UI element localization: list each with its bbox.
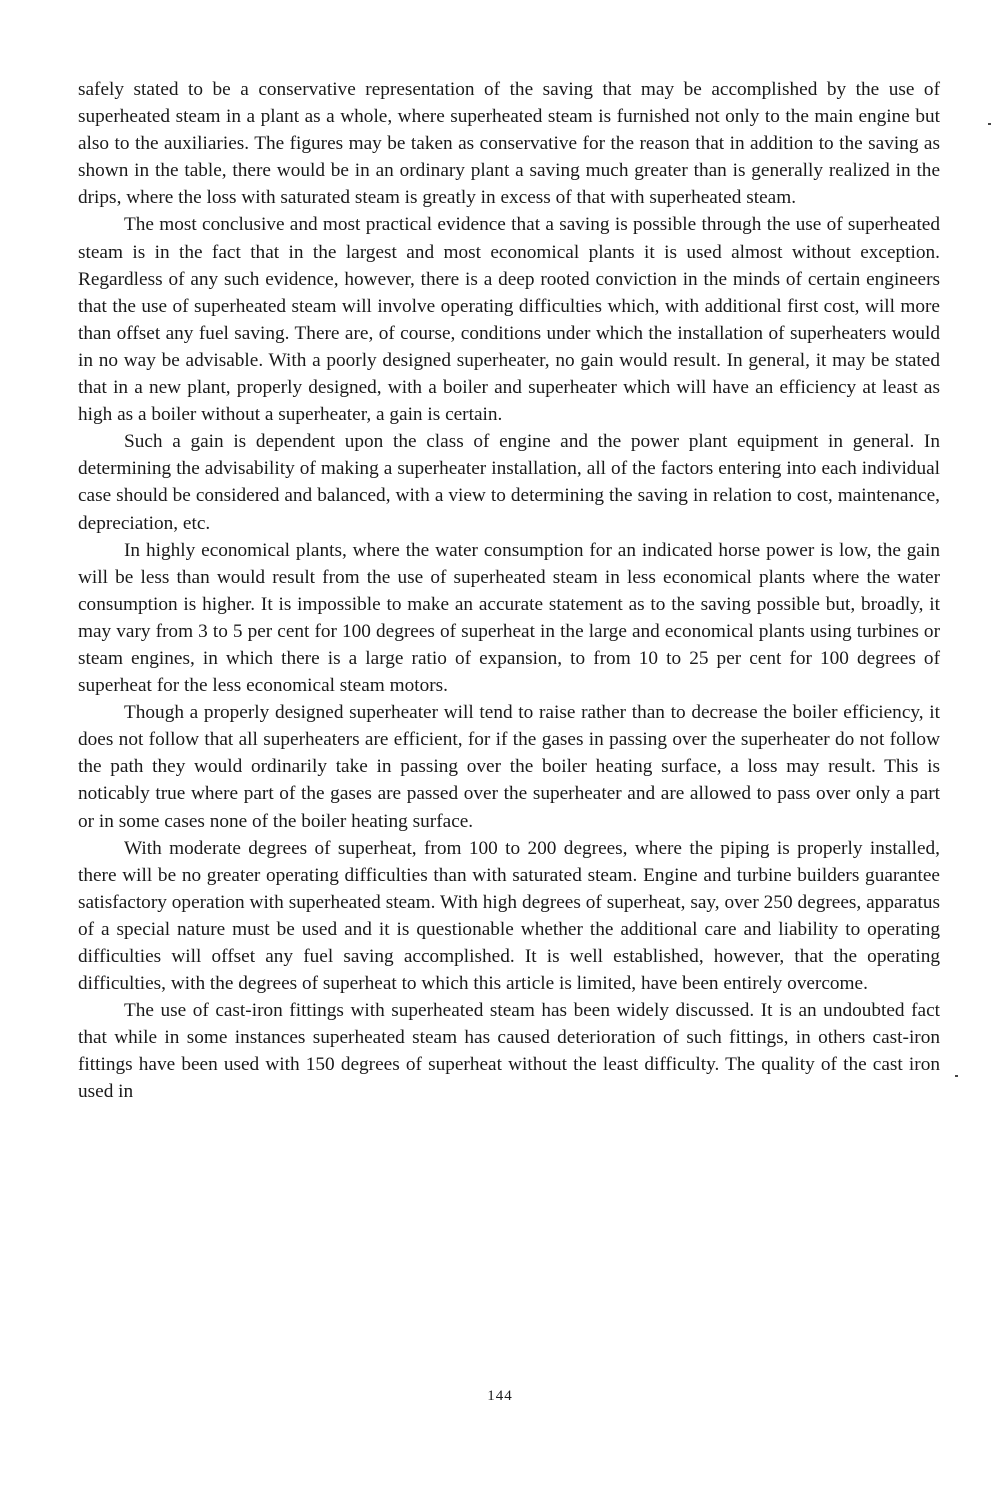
paragraph-economical-plants: In highly economical plants, where the water consumption for an indicated horse power is low, the gain will be less than would result from the use of superheated steam in less economical plants where the water consumption is higher. It is impossible to make an accurate statement as to the saving possible but, broadly, it may vary from 3 to 5 per cent for 100 degrees of superheat in the large and economical plants using turbines or steam engines, in which there is a large ratio of expansion, to from 10 to 25 per cent for 100 degrees of superheat for the less economical steam motors. [78,539,940,697]
paragraph-gain-dependence: Such a gain is dependent upon the class of engine and the power plant equipment in general. In determining the advisability of making a superheater installation, all of the factors entering into each individual case should be considered and balanced, with a view to determining the saving in relation to cost, maintenance, depreciation, etc. [78,431,940,534]
paragraph-cast-iron-fittings: The use of cast-iron fittings with superheated steam has been widely discussed. It is an undoubted fact that while in some instances superheated steam has caused deterioration of such fittings, in others cast-iron fittings have been used with 150 degrees of superheat without the least difficulty. The quality of the cast iron used in [78,1000,940,1103]
paragraph-operating-difficulties: With moderate degrees of superheat, from 100 to 200 degrees, where the piping is properly installed, there will be no greater operating difficulties than with saturated steam. Engine and turbine builders guarantee satisfactory operation with superheated steam. With high degrees of superheat, say, over 250 degrees, apparatus of a special nature must be used and it is questionable whether the additional care and liability to operating difficulties will offset any fuel saving accomplished. It is well established, however, that the operating difficulties, with the degrees of superheat to which this article is limited, have been entirely overcome. [78,837,940,995]
body-text [78,76,940,1106]
paragraph-evidence: The most conclusive and most practical evidence that a saving is possible through the use of superheated steam is in the fact that in the largest and most economical plants it is used almost without exception. Regardless of any such evidence, however, there is a deep rooted conviction in the minds of certain engineers that the use of superheated steam will involve operating difficulties which, with additional first cost, will more than offset any fuel saving. There are, of course, conditions under which the installation of superheaters would in no way be advisable. With a poorly designed superheater, no gain would result. In general, it may be stated that in a new plant, properly designed, with a boiler and superheater which will have an efficiency at least as high as a boiler without a superheater, a gain is certain. [78,214,940,426]
paragraph-superheater-efficiency: Though a properly designed superheater will tend to raise rather than to decrease the boiler efficiency, it does not follow that all superheaters are efficient, for if the gases in passing over the superheater do not follow the path they would ordinarily take in passing over the boiler heating surface, a loss may result. This is noticably true where part of the gases are passed over the superheater and are allowed to pass over only a part or in some cases none of the boiler heating surface. [78,702,940,832]
page-number: 144 [487,1388,513,1404]
margin-mark [988,123,991,125]
margin-mark [955,1075,958,1077]
paragraph-continued: safely stated to be a conservative representation of the saving that may be accomplished by the use of superheated steam in a plant as a whole, where superheated steam is furnished not only to the main engine but also to the auxiliaries. The figures may be taken as conservative for the reason that in addition to the saving as shown in the table, there would be in an ordinary plant a saving much greater than is generally realized in the drips, where the loss with saturated steam is greatly in excess of that with superheated steam. [78,79,940,209]
